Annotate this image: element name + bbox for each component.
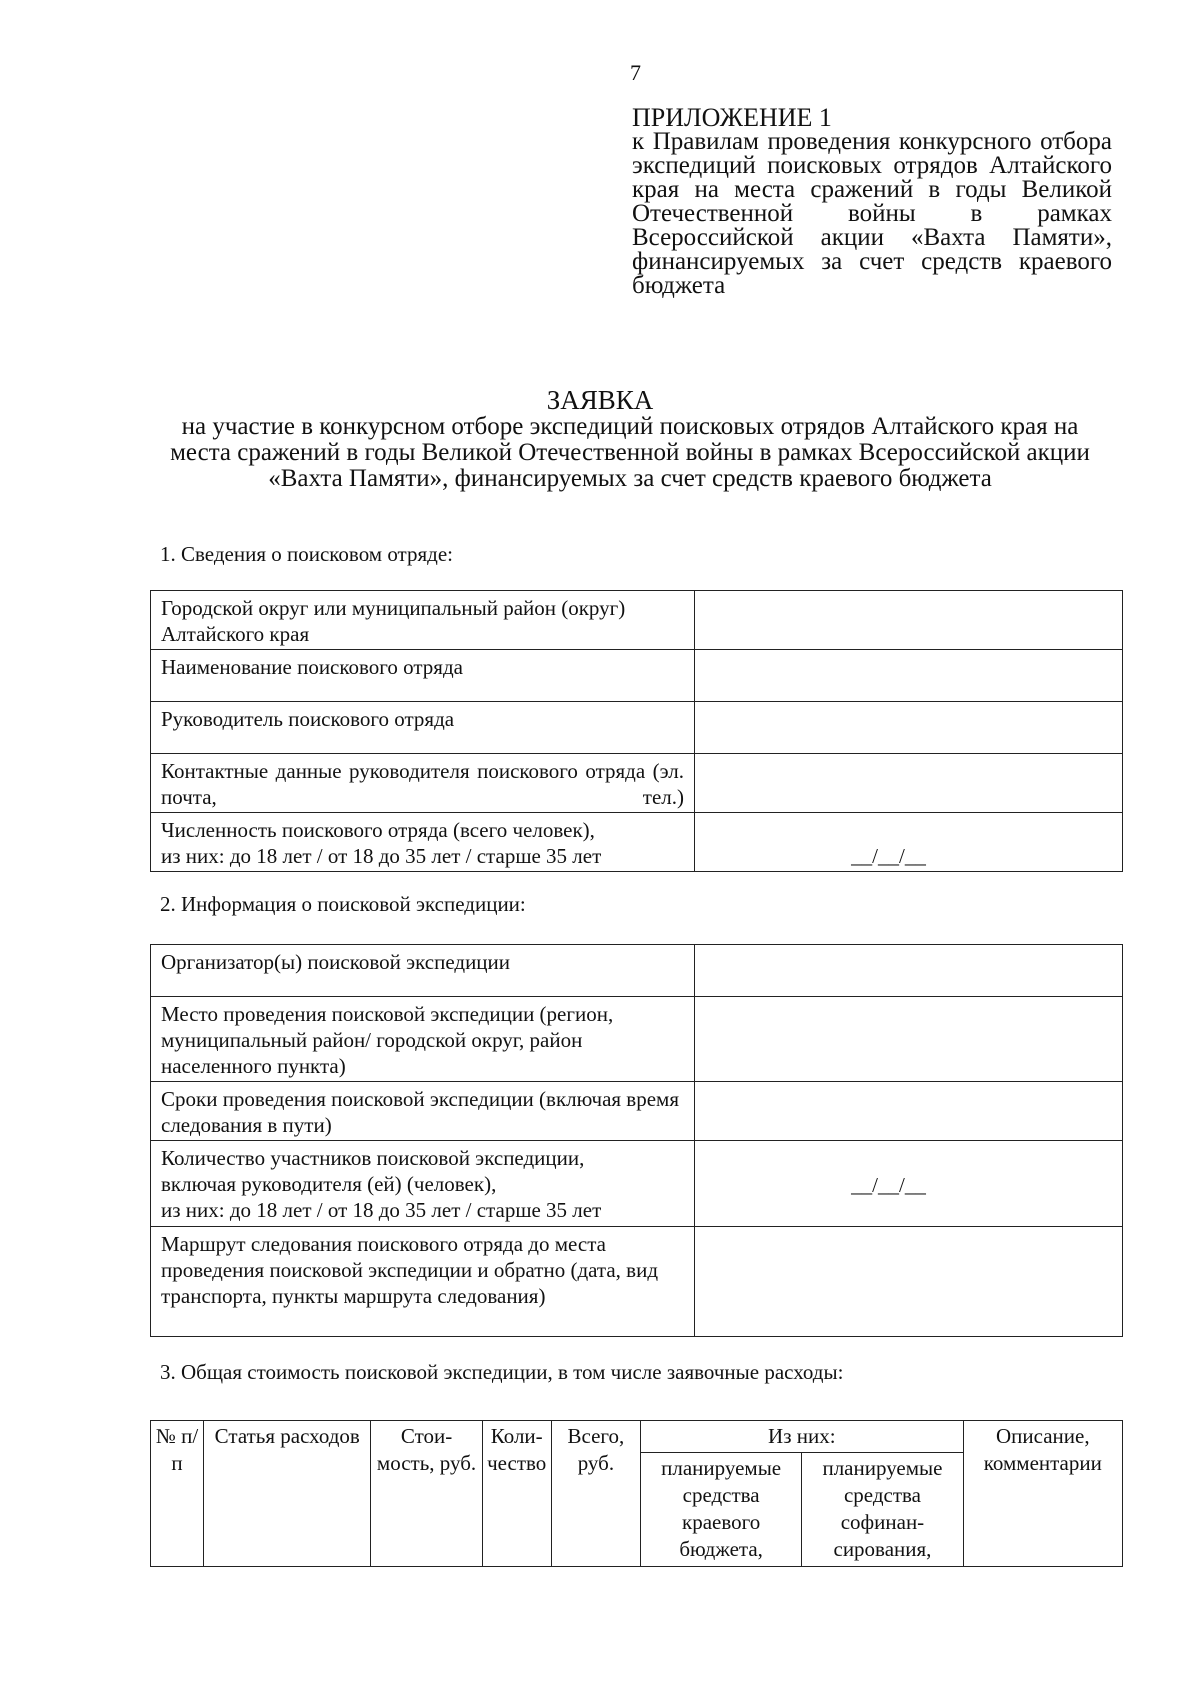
appendix-title: ПРИЛОЖЕНИЕ 1 (632, 103, 832, 132)
column-header-qty: Коли-чество (482, 1421, 551, 1567)
age-ratio-value: __/__/__ (851, 1172, 926, 1197)
field-value[interactable] (695, 945, 1123, 997)
document-subtitle: на участие в конкурсном отборе экспедиций поисковых отрядов Алтайского края на места сражений в годы Великой Отечественной войны в рамках Всероссийской акции «Вахта Памяти», финансируемых за счет средств краевого бюджета (170, 413, 1090, 492)
column-header-cofinancing: планируемые средства софинан-сирования, (802, 1453, 963, 1567)
team-info-table (150, 590, 1123, 872)
field-label: Маршрут следования поискового отряда до места проведения поисковой экспедиции и обратно (дата, вид транспорта, пункты маршрута следования) (151, 1227, 695, 1337)
table-header-row (151, 1421, 1123, 1453)
section3-heading: 3. Общая стоимость поисковой экспедиции, в том числе заявочные расходы: (160, 1360, 844, 1384)
field-label-line: Количество участников поисковой экспедиции, (161, 1146, 585, 1170)
field-label: Руководитель поискового отряда (151, 702, 695, 754)
field-label: Сроки проведения поисковой экспедиции (включая время следования в пути) (151, 1082, 695, 1141)
table-row (151, 945, 1123, 997)
field-label-line: Численность поискового отряда (всего человек), (161, 818, 595, 842)
field-value[interactable] (695, 1227, 1123, 1337)
age-ratio-field[interactable] (695, 813, 1123, 872)
cost-table (150, 1420, 1123, 1567)
field-label: Наименование поискового отряда (151, 650, 695, 702)
field-label-line: из них: до 18 лет / от 18 до 35 лет / старше 35 лет (161, 1198, 602, 1222)
column-header-cost: Стои-мость, руб. (371, 1421, 482, 1567)
field-label-line: из них: до 18 лет / от 18 до 35 лет / старше 35 лет (161, 844, 602, 868)
table-row (151, 1082, 1123, 1141)
field-label: Место проведения поисковой экспедиции (регион, муниципальный район/ городской округ, район населенного пункта) (151, 997, 695, 1082)
appendix-text: к Правилам проведения конкурсного отбора экспедиций поисковых отрядов Алтайского края на места сражений в годы Великой Отечественной войны в рамках Всероссийской акции «Вахта Памяти», финансируемых за счет средств краевого бюджета (632, 128, 1112, 299)
document-title: ЗАЯВКА (546, 385, 654, 415)
column-header-description: Описание, комментарии (963, 1421, 1122, 1567)
field-value[interactable] (695, 997, 1123, 1082)
field-value[interactable] (695, 1082, 1123, 1141)
field-value[interactable] (695, 754, 1123, 813)
table-row (151, 650, 1123, 702)
field-label (151, 813, 695, 872)
field-label: Городской округ или муниципальный район (округ) Алтайского края (151, 591, 695, 650)
column-header-regional: планируемые средства краевого бюджета, (640, 1453, 801, 1567)
page-number: 7 (630, 60, 641, 85)
appendix-block (632, 103, 1112, 299)
column-header-of-them: Из них: (640, 1421, 963, 1453)
table-row (151, 1227, 1123, 1337)
age-ratio-value: __/__/__ (851, 844, 926, 868)
table-row (151, 1141, 1123, 1227)
table-row (151, 591, 1123, 650)
section2-heading: 2. Информация о поисковой экспедиции: (160, 892, 526, 916)
field-value[interactable] (695, 702, 1123, 754)
section1-heading: 1. Сведения о поисковом отряде: (160, 542, 453, 566)
age-ratio-field[interactable] (695, 1141, 1123, 1227)
field-label-line: включая руководителя (ей) (человек), (161, 1172, 497, 1196)
table-row (151, 702, 1123, 754)
column-header-num: № п/п (151, 1421, 204, 1567)
field-label: Организатор(ы) поисковой экспедиции (151, 945, 695, 997)
field-value[interactable] (695, 650, 1123, 702)
field-label: Контактные данные руководителя поискового отряда (эл. почта, тел.) (151, 754, 695, 813)
table-row (151, 997, 1123, 1082)
expedition-info-table (150, 944, 1123, 1337)
field-label (151, 1141, 695, 1227)
table-row (151, 754, 1123, 813)
column-header-item: Статья расходов (204, 1421, 371, 1567)
field-value[interactable] (695, 591, 1123, 650)
table-row (151, 813, 1123, 872)
column-header-total: Всего, руб. (551, 1421, 640, 1567)
